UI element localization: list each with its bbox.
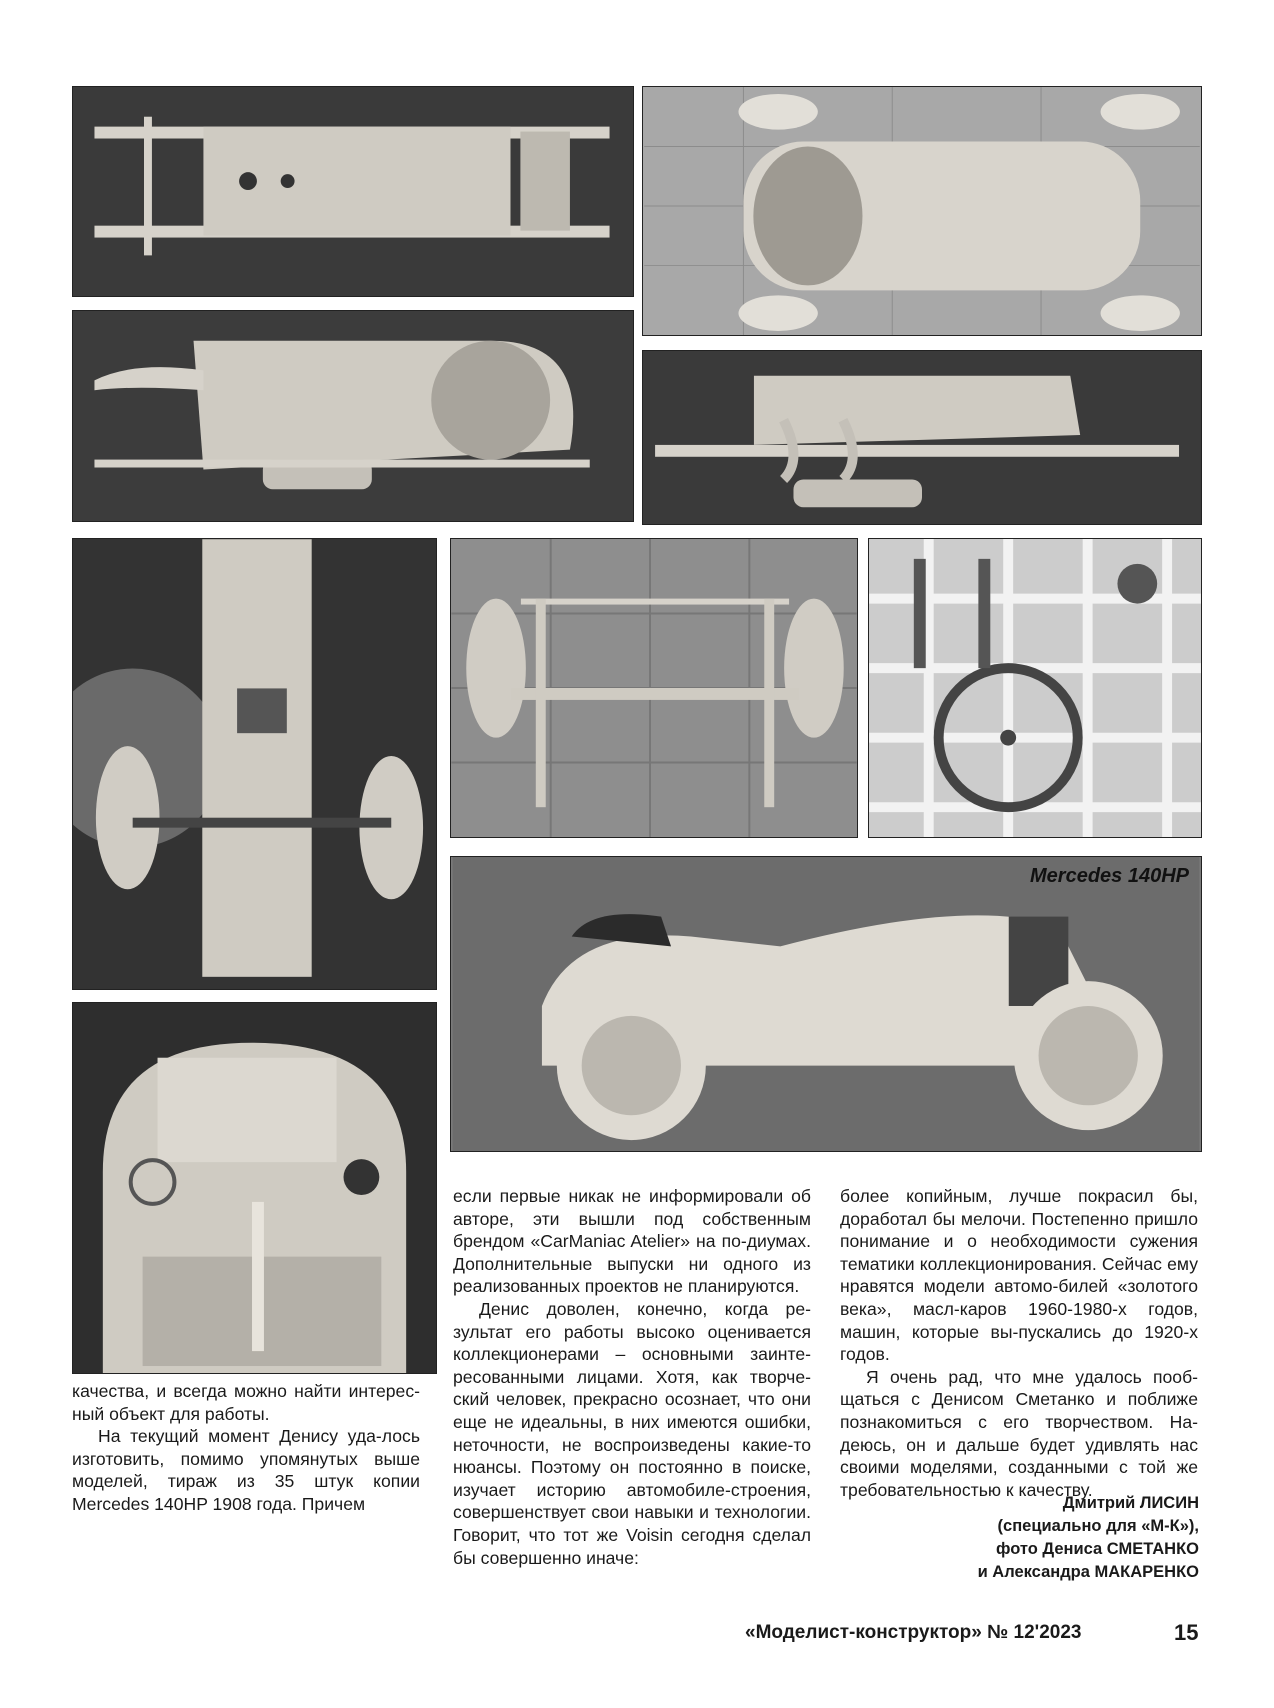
paragraph: если первые никак не информировали об авторе, эти вышли под собственным брендом «CarManiac Atelier» на по-диумах. Дополнительные выпуски ни одного из реализованных проектов не планируются. — [453, 1186, 811, 1297]
photo-body-angle — [72, 310, 634, 522]
text-column-right — [840, 1185, 1198, 1501]
paragraph: Денис доволен, конечно, когда ре-зультат его работы высоко оценивается коллекционерами – основными заинте-ресованными лицами. Хотя, как творче-ский человек, прекрасно осознает, что они еще не идеальны, в них имеются ошибки, неточности, не воспроизведены какие-то нюансы. Поэтому он постоянно в поиске, изучает историю автомобиле-строения, совершенствует свои навыки и технологии. Говорит, что тот же Voisin сегодня сделал бы совершенно иначе: — [453, 1298, 811, 1568]
body-angle-image — [73, 311, 633, 521]
photo-dashboard — [72, 1002, 437, 1374]
paragraph: Я очень рад, что мне удалось пооб-щаться с Денисом Сметанко и поближе познакомиться с его творчеством. На-деюсь, он и дальше будет удивлять нас своими моделями, созданными с той же требовательностью к качеству. — [840, 1366, 1198, 1500]
body-top-image — [643, 87, 1201, 335]
chassis-wheels-image — [73, 539, 436, 989]
photo-chassis-wheels — [72, 538, 437, 990]
photo-body-side — [642, 350, 1202, 525]
paragraph: более копийным, лучше покрасил бы, доработал бы мелочи. Постепенно пришло понимание и о необходимости сужения тематики коллекционирования. Сейчас ему нравятся модели автомо-билей «золотого века», масл-каров 1960-1980-х годов, машин, которые вы-пускались до 1920-х годов. — [840, 1186, 1198, 1365]
body-side-image — [643, 351, 1201, 524]
mercedes-image — [451, 857, 1201, 1151]
signature-line: и Александра МАКАРЕНКО — [977, 1563, 1199, 1581]
footer-magazine: «Моделист-конструктор» № 12'2023 — [745, 1622, 1082, 1643]
photo-body-top — [642, 86, 1202, 336]
photo-caption: Mercedes 140HP — [1030, 865, 1189, 887]
text-column-left — [72, 1380, 420, 1516]
photo-rear-axle — [450, 538, 858, 838]
signature-line: фото Дениса СМЕТАНКО — [995, 1540, 1199, 1558]
author-signature — [978, 1492, 1199, 1584]
paragraph: На текущий момент Денису уда-лось изготовить, помимо упомянутых выше моделей, тираж из 35 штук копии Mercedes 140HP 1908 года. Причем — [72, 1426, 420, 1514]
photo-chassis-top — [72, 86, 634, 297]
signature-line: (специально для «М-К»), — [997, 1517, 1199, 1535]
rear-axle-image — [451, 539, 857, 837]
text-column-middle — [453, 1185, 811, 1569]
photo-mercedes — [450, 856, 1202, 1152]
signature-line: Дмитрий ЛИСИН — [1062, 1494, 1199, 1512]
dashboard-image — [73, 1003, 436, 1373]
chassis-top-image — [73, 87, 633, 296]
steering-image — [869, 539, 1201, 837]
paragraph: качества, и всегда можно найти интерес-ный объект для работы. — [72, 1381, 420, 1424]
page-number: 15 — [1174, 1620, 1199, 1645]
photo-steering — [868, 538, 1202, 838]
